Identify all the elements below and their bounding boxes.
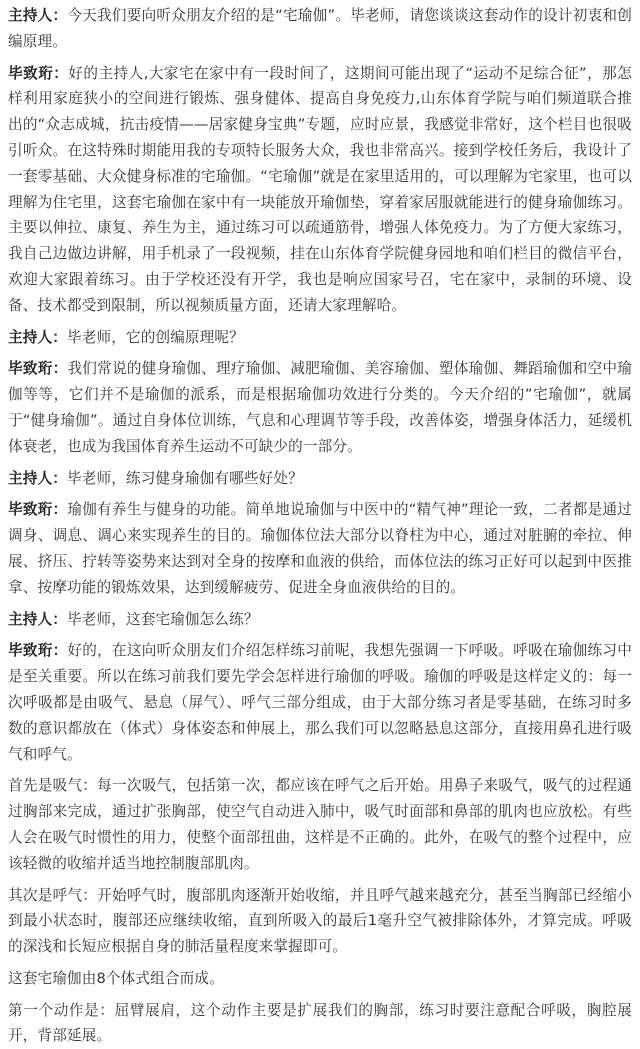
paragraph-text: 瑜伽有养生与健身的功能。简单地说瑜伽与中医中的“精气神”理论一致，二者都是通过调身、调息、调心来实现养生的目的。瑜伽体位法大部分以脊柱为中心，通过对脏腑的牵拉、伸展、挤压、拧转等姿势来达到对全身的按摩和血液的供给，而体位法的练习正好可以起到中医推拿、按摩功能的锻炼效果，达到缓解疲劳、促进全身血液供给的目的。 xyxy=(8,501,632,596)
interview-paragraph xyxy=(8,466,632,492)
paragraph-text: 毕老师，它的创编原理呢？ xyxy=(66,328,244,346)
paragraph-text: 我们常说的健身瑜伽、理疗瑜伽、减肥瑜伽、美容瑜伽、塑体瑜伽、舞蹈瑜伽和空中瑜伽等等，它们并不是瑜伽的派系，而是根据瑜伽功效进行分类的。今天介绍的”宅瑜伽”，就属于“健身瑜伽”。通过自身体位训练，气息和心理调节等手段，改善体姿，增强身体活力，延缓机体衰老，也成为我国体育养生运动不可缺少的一部分。 xyxy=(8,360,632,455)
interview-paragraph xyxy=(8,497,632,600)
interview-paragraph xyxy=(8,61,632,319)
speaker-label: 毕致珩： xyxy=(8,64,69,82)
speaker-label: 主持人： xyxy=(8,328,67,346)
interview-paragraph xyxy=(8,325,632,351)
paragraph-text: 好的，在这向听众朋友们介绍怎样练习前呢，我想先强调一下呼吸。呼吸在瑜伽练习中是至关重要。所以在练习前我们要先学会怎样进行瑜伽的呼吸。瑜伽的呼吸是这样定义的：每一次呼吸都是由吸气、悬息（屏气）、呼气三部分组成，由于大部分练习者是零基础，在练习时多数的意识都放在（体式）身体姿态和伸展上，那么我们可以忽略悬息这部分，直接用鼻孔进行吸气和呼气。 xyxy=(8,642,632,763)
interview-paragraph xyxy=(8,3,632,55)
paragraph-text: 毕老师，这套宅瑜伽怎么练？ xyxy=(66,610,259,628)
paragraph-text: 首先是吸气：每一次吸气，包括第一次，都应该在呼气之后开始。用鼻子来吸气，吸气的过程通过胸部来完成，通过扩张胸部，使空气自动进入肺中，吸气时面部和鼻部的肌肉也应放松。有些人会在吸气时惯性的用力，使整个面部扭曲，这样是不正确的。此外，在吸气的整个过程中，应该轻微的收缩并适当地控制腹部肌肉。 xyxy=(8,777,632,872)
body-paragraph xyxy=(8,966,632,992)
body-paragraph xyxy=(8,998,632,1049)
paragraph-text: 毕老师，练习健身瑜伽有哪些好处？ xyxy=(66,469,303,487)
speaker-label: 毕致珩： xyxy=(8,642,68,660)
paragraph-text: 其次是呼气：开始呼气时，腹部肌肉逐渐开始收缩，并且呼气越来越充分，甚至当胸部已经缩小到最小状态时，腹部还应继续收缩，直到所吸入的最后1毫升空气被排除体外，才算完成。呼吸的深浅和长短应根据自身的肺活量程度来掌握即可。 xyxy=(8,886,632,956)
paragraph-text: 今天我们要向听众朋友介绍的是“宅瑜伽”。毕老师，请您谈谈这套动作的设计初衷和创编原理。 xyxy=(8,7,632,50)
body-paragraph xyxy=(8,883,632,960)
paragraph-text: 第一个动作是：屈臂展肩，这个动作主要是扩展我们的胸部，练习时要注意配合呼吸，胸腔展开，背部延展。 xyxy=(8,1001,632,1045)
speaker-label: 主持人： xyxy=(8,7,68,24)
speaker-label: 毕致珩： xyxy=(8,501,68,519)
interview-paragraph xyxy=(8,356,632,459)
paragraph-text: 这套宅瑜伽由8个体式组合而成。 xyxy=(8,969,224,987)
speaker-label: 毕致珩： xyxy=(8,360,68,378)
body-paragraph xyxy=(8,773,632,876)
interview-paragraph xyxy=(8,607,632,633)
paragraph-text: 好的主持人,大家宅在家中有一段时间了，这期间可能出现了“运动不足综合征”，那怎样利用家庭狭小的空间进行锻炼、强身健体、提高自身免疫力,山东体育学院与咱们频道联合推出的“众志成城，抗击疫情——居家健身宝典”专题，应时应景，我感觉非常好，这个栏目也很吸引听众。在这特殊时期能用我的专项特长服务大众，我也非常高兴。接到学校任务后，我设计了一套零基础、大众健身标准的宅瑜伽。“宅瑜伽”就是在家里适用的，可以理解为宅家里，也可以理解为住宅里，这套宅瑜伽在家中有一块能放开瑜伽垫，穿着家居服就能进行的健身瑜伽练习。主要以伸拉、康复、养生为主，通过练习可以疏通筋骨，增强人体免疫力。为了方便大家练习，我自己边做边讲解，用手机录了一段视频，挂在山东体育学院健身园地和咱们栏目的微信平台，欢迎大家跟着练习。由于学校还没有开学，我也是响应国家号召，宅在家中，录制的环境、设备、技术都受到限制，所以视频质量方面，还请大家理解哈。 xyxy=(8,64,632,314)
speaker-label: 主持人： xyxy=(8,469,67,487)
speaker-label: 主持人： xyxy=(8,610,67,628)
interview-paragraph xyxy=(8,638,632,767)
